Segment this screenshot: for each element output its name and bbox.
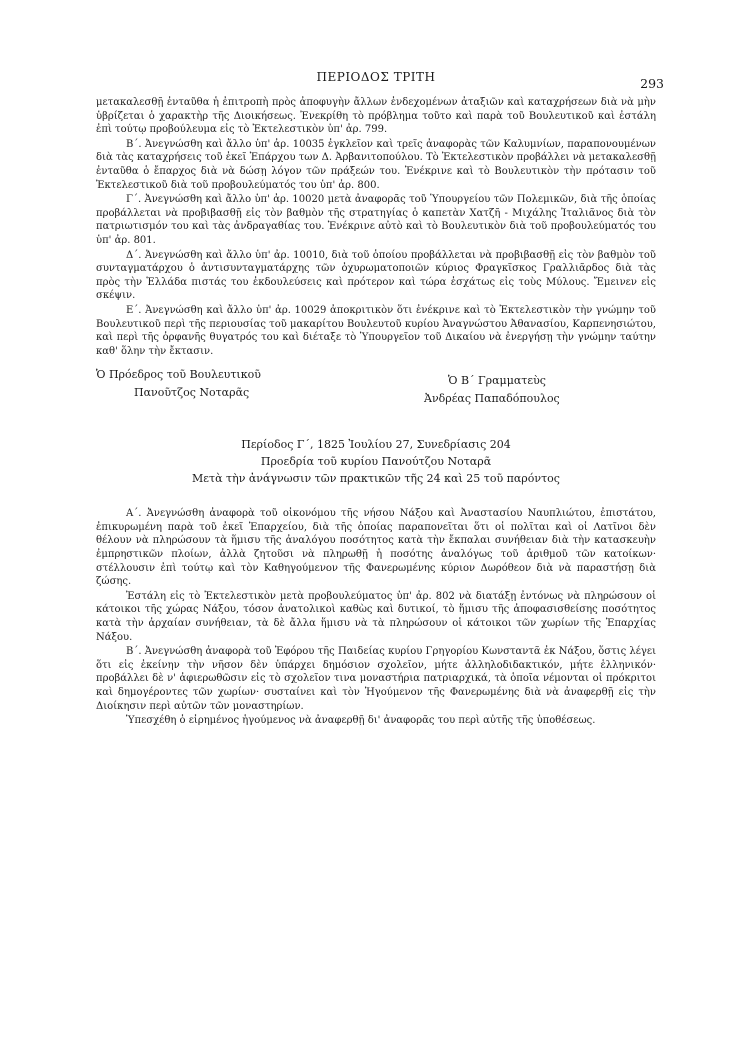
- paragraph-continuation: μετακαλεσθῇ ἐνταῦθα ἡ ἐπιτροπὴ πρὸς ἀποφυγὴν ἄλλων ἐνδεχομένων ἀταξιῶν καὶ καταχρήσεων διὰ νὰ μὴν ὑβρίζεται ὁ χαρακτὴρ τῆς Διοικήσεως. Ἐνεκρίθη τὸ πρόβλημα τοῦτο καὶ παρὰ τοῦ Βουλευτικοῦ καὶ ἐστάλη ἐπὶ τούτῳ προβούλευμα εἰς τὸ Ἐκτελεστικὸν ὑπ' ἀρ. 799.: [96, 97, 656, 136]
- paragraph-item-b2: Β΄. Ἀνεγνώσθη ἀναφορὰ τοῦ Ἐφόρου τῆς Παιδείας κυρίου Γρηγορίου Κωνσταντᾶ ἐκ Νάξου, ὅστις λέγει ὅτι εἰς ἐκείνην τὴν νῆσον δὲν ὑπάρχει δημόσιον σχολεῖον, μήτε ἀλληλοδιδακτικόν, μήτε ἑλληνικόν· προβάλλει δὲ ν' ἀφιερωθῶσιν εἰς τὸ σχολεῖον τινα μοναστήρια πατριαρχικά, τὰ ὁποῖα νέμονται οἱ πρόκριτοι καὶ δημογέροντες τῶν χωρίων· συσταίνει καὶ τὸν Ἡγούμενον τῆς Φανερωμένης διὰ νὰ ἀναφερθῇ εἰς τὴν Διοίκησιν περὶ αὐτῶν τῶν μοναστηρίων.: [96, 646, 656, 712]
- session-minutes-line: Μετὰ τὴν ἀνάγνωσιν τῶν πρακτικῶν τῆς 24 καὶ 25 τοῦ παρόντος: [192, 472, 560, 486]
- running-title: ΠΕΡΙΟΔΟΣ ΤΡΙΤΗ: [316, 70, 436, 84]
- paragraph-decision: Ἐστάλη εἰς τὸ Ἐκτελεστικὸν μετὰ προβουλεύματος ὑπ' ἀρ. 802 νὰ διατάξῃ ἐντόνως νὰ πληρώσουν οἱ κάτοικοι τῆς χώρας Νάξου, τόσον ἀνατολικοὶ καθὼς καὶ δυτικοί, τὸ ἥμισυ τῆς ἀποφασισθείσης ποσότητος κατὰ τὴν ἀρχαίαν συνήθειαν, τὰ δὲ ἄλλα ἥμισυ νὰ τὰ πληρώσουν οἱ κάτοικοι τῶν χωρίων τῆς Ἐπαρχίας Νάξου.: [96, 590, 656, 643]
- paragraph-item-d: Δ΄. Ἀνεγνώσθη καὶ ἄλλο ὑπ' ἀρ. 10010, διὰ τοῦ ὁποίου προβάλλεται νὰ προβιβασθῇ εἰς τὸν βαθμὸν τοῦ συνταγματάρχου ὁ ἀντισυνταγματάρχης τῶν ὀχυρωματοποιῶν κύριος Φραγκῖσκος Γραλλιᾶρδος διὰ τὰς πρὸς τὴν Ἑλλάδα πιστάς του ἐκδουλεύσεις καὶ πρότερον καὶ τώρα ἐσχάτως εἰς τοὺς Μύλους. Ἔμεινεν εἰς σκέψιν.: [96, 249, 656, 302]
- paragraph-item-c: Γ΄. Ἀνεγνώσθη καὶ ἄλλο ὑπ' ἀρ. 10020 μετὰ ἀναφορᾶς τοῦ Ὑπουργείου τῶν Πολεμικῶν, διὰ τῆς ὁποίας προβάλλεται νὰ προβιβασθῇ εἰς τὸν βαθμὸν τῆς στρατηγίας ὁ καπετὰν Χατζῆ - Μιχάλης Ἰταλιᾶνος διὰ τὸν πατριωτισμόν του καὶ τὰς ἀνδραγαθίας του. Ἐνέκρινε αὐτὸ καὶ τὸ Βουλευτικὸν διὰ τοῦ προβουλεύματός του ὑπ' ἀρ. 801.: [96, 194, 656, 246]
- secretary-title: Ὁ Β΄ Γραμματεὺς: [448, 374, 546, 388]
- president-name: Πανοῦτζος Νοταρᾶς: [134, 386, 250, 400]
- president-title: Ὁ Πρόεδρος τοῦ Βουλευτικοῦ: [96, 368, 261, 382]
- paragraph-item-b: Β΄. Ἀνεγνώσθη καὶ ἄλλο ὑπ' ἀρ. 10035 ἐγκλεῖον καὶ τρεῖς ἀναφορὰς τῶν Καλυμνίων, παραπονουμένων διὰ τὰς καταχρήσεις τοῦ ἐκεῖ Ἐπάρχου των Δ. Ἀρβανιτοπούλου. Τὸ Ἐκτελεστικὸν προβάλλει νὰ μετακαλεσθῇ ἐνταῦθα ὁ ἔπαρχος διὰ νὰ δώσῃ λόγον τῶν πράξεών του. Ἐνέκρινε καὶ τὸ Βουλευτικὸν τὴν πρότασιν τοῦ Ἐκτελεστικοῦ διὰ τοῦ προβουλεύματός του ὑπ' ἀρ. 800.: [96, 138, 656, 191]
- signature-block: [96, 368, 656, 410]
- secretary-name: Ἀνδρέας Παπαδόπουλος: [424, 392, 560, 406]
- session-date-line: Περίοδος Γ΄, 1825 Ἰουλίου 27, Συνεδρίασις 204: [241, 438, 511, 452]
- session-heading: [96, 436, 656, 487]
- section-two: [96, 507, 656, 728]
- session-chair-line: Προεδρία τοῦ κυρίου Πανούτζου Νοταρᾶ: [260, 455, 492, 469]
- page-number: 293: [640, 76, 664, 91]
- document-page: [96, 68, 664, 728]
- paragraph-item-e: Ε΄. Ἀνεγνώσθη καὶ ἄλλο ὑπ' ἀρ. 10029 ἀποκριτικὸν ὅτι ἐνέκρινε καὶ τὸ Ἐκτελεστικὸν τὴν γνώμην τοῦ Βουλευτικοῦ περὶ τῆς περιουσίας τοῦ μακαρίτου Βουλευτοῦ κυρίου Ἀναγνώστου Ἀθανασίου, Καρπενησιώτου, καὶ περὶ τῆς ὀρφανῆς θυγατρός του καὶ διέταξε τὸ Ὑπουργεῖον τοῦ Δικαίου νὰ ἐνεργήσῃ τὴν γνώμην ταύτην καθ' ὅλην τὴν ἔκτασιν.: [96, 304, 656, 357]
- paragraph-item-a: Α΄. Ἀνεγνώσθη ἀναφορὰ τοῦ οἰκονόμου τῆς νήσου Νάξου καὶ Ἀναστασίου Ναυπλιώτου, ἐπιστάτου, ἐπικυρωμένη παρὰ τοῦ ἐκεῖ Ἐπαρχείου, διὰ τῆς ὁποίας παραπονεῖται ὅτι οἱ πολῖται καὶ οἱ Λατῖνοι δὲν θέλουν νὰ πληρώσουν τὰ ἥμισυ τῆς ἀναλόγου ποσότητος κατὰ τὴν ἔκπαλαι συνήθειαν διὰ τὴν κατασκευὴν ἐμπρηστικῶν πλοίων, ἀλλὰ ζητοῦσι νὰ πληρωθῇ ἡ ποσότης ἀναλόγως τοῦ ἀριθμοῦ τῶν κατοίκων· στέλλουσιν ἐπὶ τούτῳ καὶ τὸν Καθηγούμενον τῆς Φανερωμένης κύριον Δωρόθεον διὰ νὰ παραστήσῃ διὰ ζώσης.: [96, 508, 656, 588]
- page-header: [96, 68, 664, 96]
- paragraph-promise: Ὑπεσχέθη ὁ εἰρημένος ἡγούμενος νὰ ἀναφερθῇ δι' ἀναφορᾶς του περὶ αὐτῆς τῆς ὑποθέσεως.: [126, 715, 596, 727]
- section-one: [96, 96, 656, 358]
